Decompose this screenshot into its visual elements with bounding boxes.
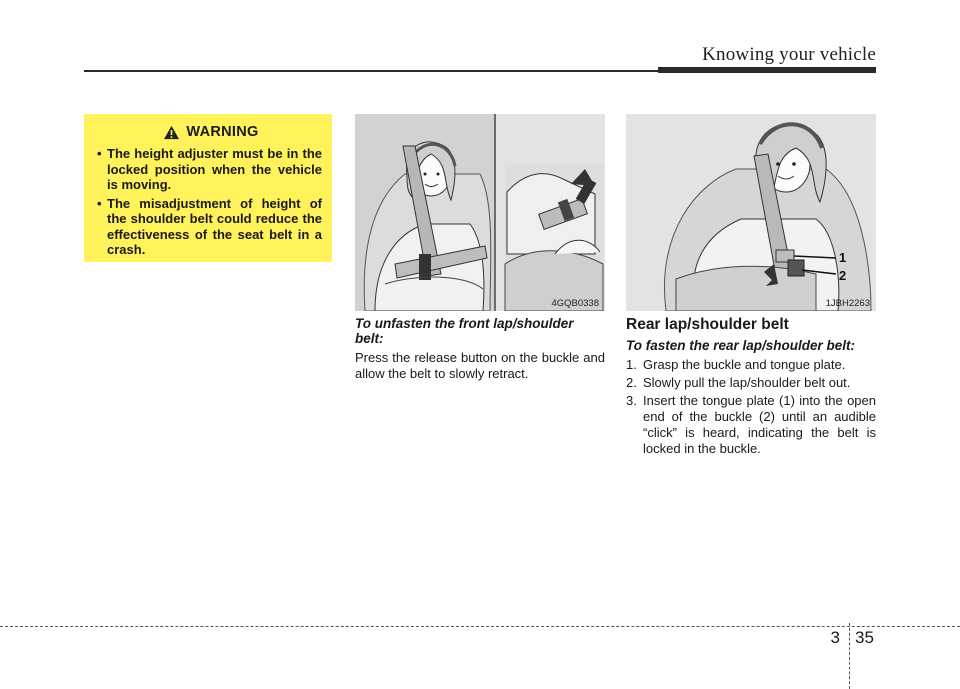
page-number: 35 bbox=[855, 628, 874, 647]
warning-list bbox=[94, 146, 322, 258]
unfasten-subheading: To unfasten the front lap/shoulder belt: bbox=[355, 316, 574, 346]
step-item bbox=[626, 375, 876, 391]
step-number: 1. bbox=[626, 357, 637, 372]
warning-item: • The height adjuster must be in the locked position when the vehicle is moving. bbox=[94, 146, 322, 193]
warning-item: • The misadjustment of height of the shoulder belt could reduce the effectiveness of the seat belt in a crash. bbox=[94, 196, 322, 258]
step-number: 2. bbox=[626, 375, 637, 390]
warning-triangle-icon bbox=[163, 125, 180, 140]
header-rule-accent bbox=[658, 67, 876, 73]
figure-code: 4GQB0338 bbox=[551, 298, 599, 309]
rear-belt-heading: Rear lap/shoulder belt bbox=[626, 316, 789, 333]
page-number-divider bbox=[849, 623, 850, 689]
warning-box bbox=[84, 114, 332, 262]
callout-2: 2 bbox=[839, 268, 847, 283]
warning-title: WARNING bbox=[186, 124, 259, 140]
unfasten-body: Press the release button on the buckle and allow the belt to slowly retract. bbox=[355, 350, 605, 381]
section-title: Knowing your vehicle bbox=[702, 44, 876, 65]
rear-belt-section bbox=[626, 316, 876, 459]
figure-code: 1JBH2263 bbox=[825, 298, 870, 309]
figure-rear-belt-fasten bbox=[626, 114, 876, 311]
warning-heading bbox=[100, 124, 322, 140]
rear-belt-steps bbox=[626, 357, 876, 457]
step-text: Insert the tongue plate (1) into the open end of the buckle (2) until an audible “click” is heard, indicating the belt is locked in the buckle. bbox=[643, 393, 876, 456]
callout-1: 1 bbox=[839, 250, 847, 265]
step-item bbox=[626, 393, 876, 457]
front-belt-illustration bbox=[355, 114, 605, 311]
chapter-number: 3 bbox=[830, 628, 840, 647]
footer-rule bbox=[0, 626, 960, 627]
figure-front-belt-release bbox=[355, 114, 605, 311]
rear-belt-subheading: To fasten the rear lap/shoulder belt: bbox=[626, 338, 856, 353]
step-text: Slowly pull the lap/shoulder belt out. bbox=[643, 375, 851, 390]
step-item bbox=[626, 357, 876, 373]
rear-belt-illustration bbox=[626, 114, 876, 311]
unfasten-section bbox=[355, 316, 605, 382]
step-number: 3. bbox=[626, 393, 637, 408]
step-text: Grasp the buckle and tongue plate. bbox=[643, 357, 846, 372]
